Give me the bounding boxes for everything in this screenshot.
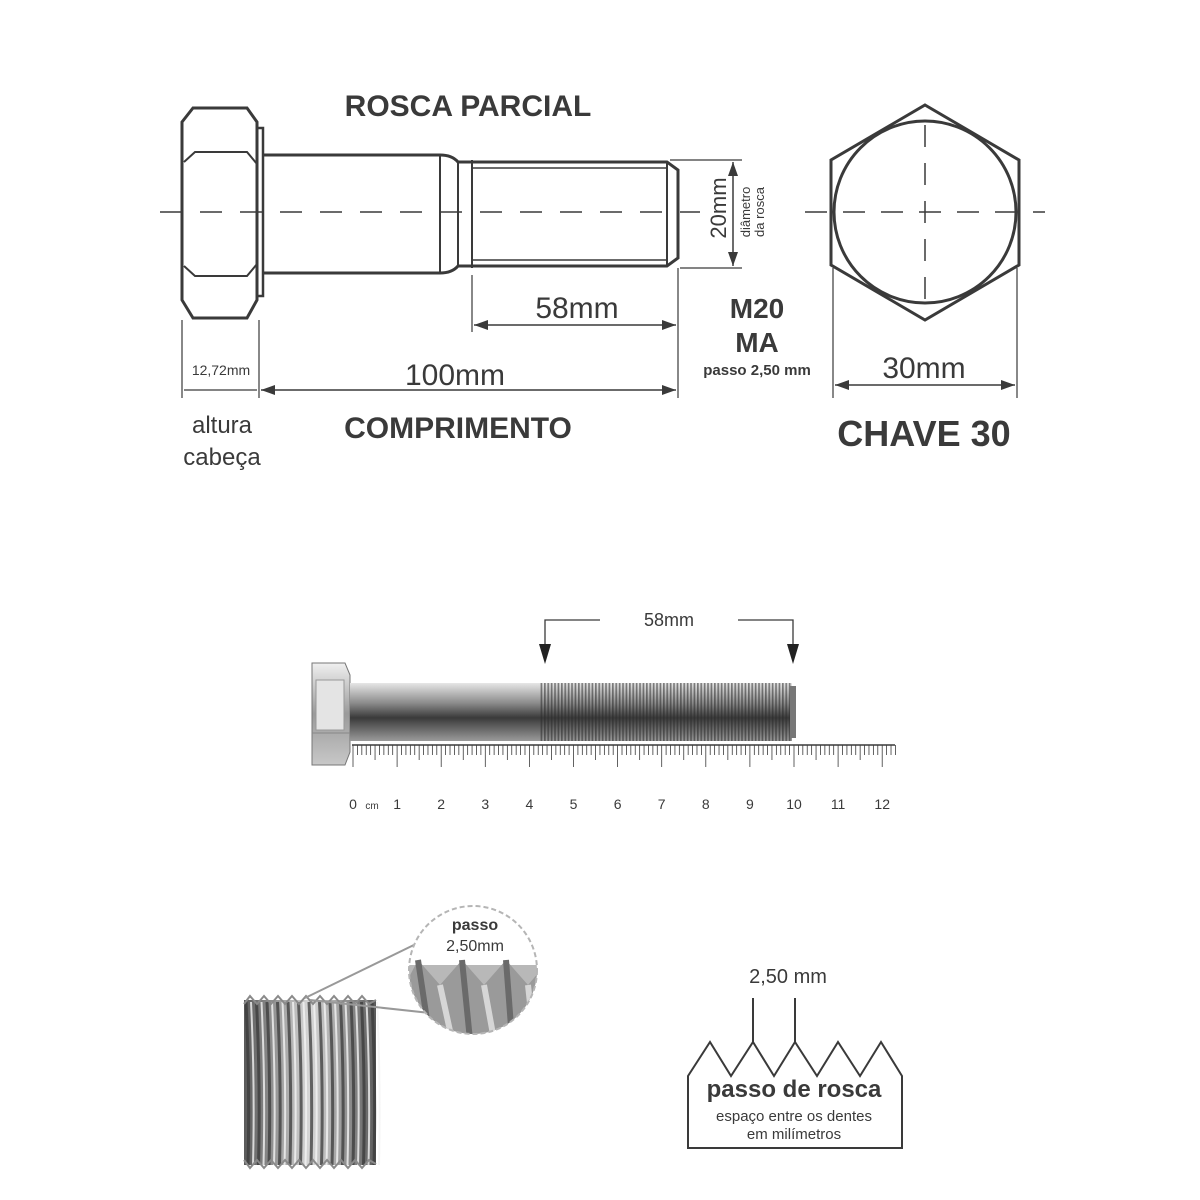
ruler-tick-label: 12	[874, 796, 890, 812]
ruler-tick-label: 0	[349, 796, 357, 812]
head-height-caption-1: altura	[191, 412, 253, 439]
head-height-label: 12,72mm	[191, 362, 251, 378]
thread-length-label: 58mm	[535, 292, 619, 325]
zoom-label-1: passo	[451, 917, 499, 934]
diameter-label: 20mm	[706, 177, 731, 239]
ruler-thread-label: 58mm	[643, 610, 695, 630]
ruler-tick-label: 11	[830, 796, 846, 812]
diameter-caption-2: da rosca	[752, 187, 767, 237]
thread-spec: M20	[729, 293, 785, 324]
pitch-value-label: 2,50 mm	[749, 966, 827, 988]
hex-width-label: 30mm	[882, 352, 966, 385]
wrench-label: CHAVE 30	[837, 413, 1011, 454]
head-height-caption-2: cabeça	[183, 444, 261, 471]
pitch-subtitle-2: em milímetros	[746, 1126, 842, 1143]
length-caption: COMPRIMENTO	[344, 412, 572, 445]
ruler-tick-label: 10	[786, 796, 802, 812]
pitch-subtitle-1: espaço entre os dentes	[716, 1108, 872, 1125]
ruler-unit: cm	[365, 801, 379, 812]
ruler-tick-label: 6	[613, 796, 622, 812]
ruler-tick-label: 3	[481, 796, 490, 812]
ruler-tick-label: 2	[437, 796, 446, 812]
ruler	[349, 745, 895, 812]
ruler-tick-label: 7	[657, 796, 666, 812]
pitch-text: passo 2,50 mm	[703, 362, 811, 379]
pitch-title: passo de rosca	[706, 1076, 882, 1103]
total-length-label: 100mm	[404, 359, 506, 392]
ruler-tick-label: 4	[525, 796, 534, 812]
drawing-title: ROSCA PARCIAL	[344, 90, 592, 123]
ruler-tick-label: 9	[746, 796, 754, 812]
thread-type: MA	[735, 327, 779, 358]
bolt-side-view	[160, 108, 700, 318]
zoom-label-2: 2,50mm	[446, 938, 504, 955]
ruler-tick-label: 5	[569, 796, 578, 812]
ruler-tick-label: 8	[701, 796, 710, 812]
ruler-tick-label: 1	[393, 796, 401, 812]
diameter-caption-1: diâmetro	[738, 186, 753, 238]
